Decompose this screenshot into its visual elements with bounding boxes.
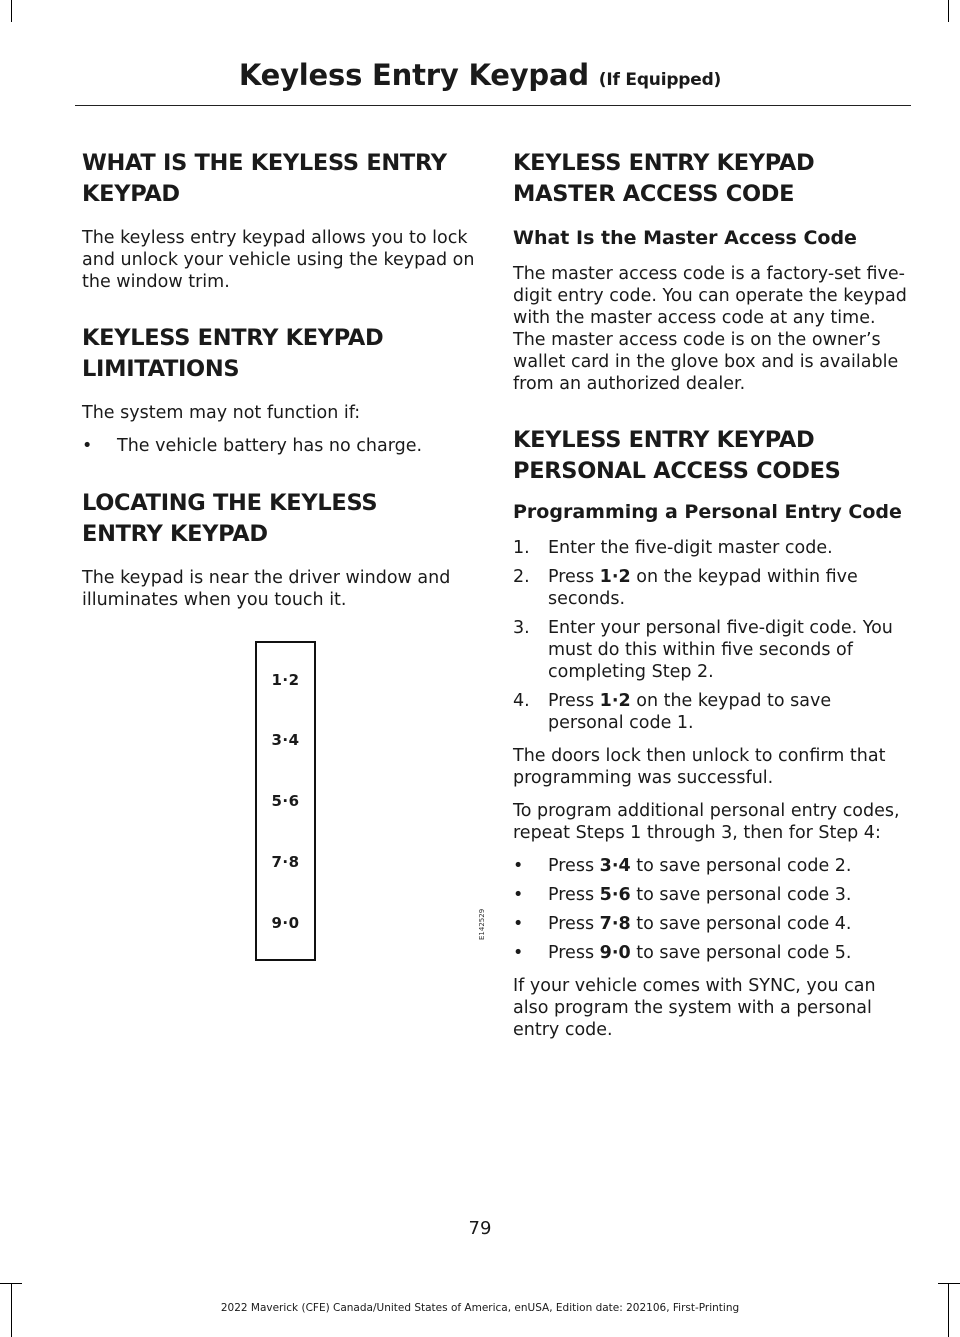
step-number: 4. (513, 691, 530, 711)
step-item (513, 537, 909, 559)
heading-line: KEYLESS ENTRY KEYPAD (513, 427, 815, 453)
paragraph: If your vehicle comes with SYNC, you can also program the system with a personal entry code. (513, 976, 876, 1040)
heading-line: WHAT IS THE KEYLESS ENTRY (82, 150, 447, 176)
paragraph: To program additional personal entry codes, repeat Steps 1 through 3, then for Step 4: (513, 801, 900, 843)
crop-mark (11, 0, 12, 22)
list-item-text: The vehicle battery has no charge. (117, 436, 423, 456)
edition-footer: 2022 Maverick (CFE) Canada/United States of America, enUSA, Edition date: 202106, First-Printing (220, 1302, 740, 1314)
list-item-text: Press (548, 856, 595, 876)
step-number: 1. (513, 538, 530, 558)
bullet-list (82, 435, 482, 457)
list-item-text: Press (548, 943, 595, 963)
bullet-list (513, 855, 909, 964)
step-text: Enter your personal five-digit code. You must do this within five seconds of completing Step 2. (548, 618, 893, 682)
step-item (513, 617, 909, 683)
paragraph: The doors lock then unlock to confirm that programming was successful. (513, 746, 886, 788)
heading-line: ENTRY KEYPAD (82, 521, 268, 547)
step-item (513, 690, 909, 734)
step-number: 2. (513, 567, 530, 587)
key-combo: 9·0 (599, 943, 631, 963)
paragraph: The keyless entry keypad allows you to lock and unlock your vehicle using the keypad on the window trim. (82, 228, 475, 292)
paragraph: The keypad is near the driver window and illuminates when you touch it. (82, 568, 451, 610)
list-item: • Press 9·0 to save personal code 5. (513, 943, 852, 963)
list-item: • Press 5·6 to save personal code 3. (513, 885, 852, 905)
keypad-key: 7·8 (271, 853, 300, 871)
list-item-text: Press (548, 914, 595, 934)
paragraph: The system may not function if: (82, 403, 361, 423)
list-item: • Press 3·4 to save personal code 2. (513, 856, 852, 876)
keypad-key: 5·6 (271, 792, 300, 810)
paragraph: The master access code is a factory-set five-digit entry code. You can operate the keypad with the master access code at any time. The master access code is on the owner’s wallet card in the glove box and is available from an authorized dealer. (513, 264, 907, 394)
step-number: 3. (513, 618, 530, 638)
list-item-text: to save personal code 2. (636, 856, 852, 876)
keypad-key: 1·2 (271, 671, 300, 689)
keypad-key: 3·4 (271, 731, 300, 749)
list-item-text: to save personal code 5. (636, 943, 852, 963)
key-combo: 7·8 (599, 914, 631, 934)
step-text: on the keypad within five seconds. (548, 567, 858, 609)
subheading: Programming a Personal Entry Code (513, 501, 902, 523)
heading-line: MASTER ACCESS CODE (513, 181, 795, 207)
step-text: Press (548, 567, 595, 587)
list-item-text: Press (548, 885, 595, 905)
page-number: 79 (468, 1218, 492, 1239)
page-title-qualifier: (If Equipped) (598, 70, 722, 90)
page-title-text: Keyless Entry Keypad (238, 58, 589, 92)
list-item-text: to save personal code 4. (636, 914, 852, 934)
header-divider (75, 105, 911, 106)
subheading: What Is the Master Access Code (513, 227, 857, 249)
keypad-key: 9·0 (271, 914, 300, 932)
heading-line: PERSONAL ACCESS CODES (513, 458, 841, 484)
key-combo: 1·2 (599, 567, 631, 587)
crop-mark (938, 1283, 960, 1284)
crop-mark (0, 1283, 22, 1284)
step-item (513, 566, 909, 610)
section-heading (513, 148, 909, 210)
heading-line: KEYLESS ENTRY KEYPAD (513, 150, 815, 176)
heading-line: LIMITATIONS (82, 356, 240, 382)
section-heading (82, 148, 482, 210)
crop-mark (948, 0, 949, 22)
section-heading (82, 323, 482, 385)
numbered-steps (513, 537, 909, 734)
heading-line: KEYLESS ENTRY KEYPAD (82, 325, 384, 351)
step-text: Enter the five-digit master code. (548, 538, 833, 558)
section-heading (513, 425, 909, 487)
step-text: Press (548, 691, 595, 711)
heading-line: LOCATING THE KEYLESS (82, 490, 378, 516)
key-combo: 3·4 (599, 856, 631, 876)
list-item: • Press 7·8 to save personal code 4. (513, 914, 852, 934)
heading-line: KEYPAD (82, 181, 180, 207)
page-title (0, 58, 960, 92)
step-text: on the keypad to save personal code 1. (548, 691, 832, 733)
key-combo: 5·6 (599, 885, 631, 905)
list-item: • The vehicle battery has no charge. (82, 436, 423, 456)
left-column (82, 148, 482, 611)
right-column (513, 148, 909, 1041)
image-code: E142529 (478, 908, 486, 940)
key-combo: 1·2 (599, 691, 631, 711)
list-item-text: to save personal code 3. (636, 885, 852, 905)
keypad-illustration (255, 641, 316, 961)
section-heading (82, 488, 482, 550)
